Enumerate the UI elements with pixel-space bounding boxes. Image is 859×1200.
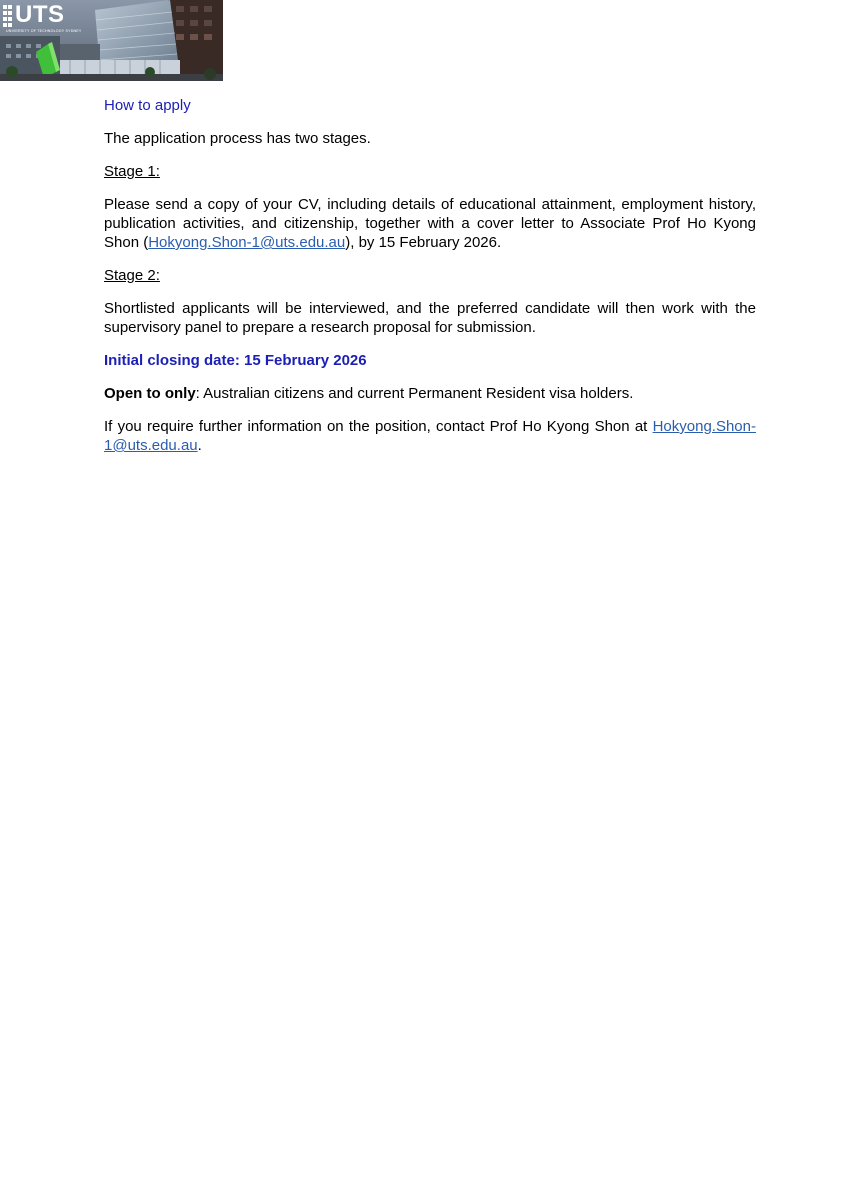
contact-text-after: . — [197, 437, 202, 454]
stage2-heading-text: Stage 2: — [104, 267, 160, 284]
contact-text-before: If you require further information on the position, contact Prof Ho Kyong Shon at — [104, 418, 653, 435]
header-banner-image — [0, 0, 223, 81]
open-to-label: Open to only — [104, 385, 196, 402]
section-heading-how-to-apply: How to apply — [104, 97, 191, 114]
stage2-paragraph: Shortlisted applicants will be interviewed, and the preferred candidate will then work with the supervisory panel to prepare a research proposal for submission. — [104, 300, 756, 336]
contact-email-link[interactable]: Hokyong.Shon-1@uts.edu.au — [104, 418, 756, 454]
logo-subtext: UNIVERSITY OF TECHNOLOGY SYDNEY — [6, 29, 82, 33]
logo-text: UTS — [15, 1, 65, 28]
uts-logo — [3, 1, 82, 34]
open-to-text: : Australian citizens and current Permanent Resident visa holders. — [195, 385, 634, 402]
stage1-email-link[interactable]: Hokyong.Shon-1@uts.edu.au — [148, 234, 346, 251]
intro-paragraph: The application process has two stages. — [104, 130, 371, 147]
stage1-text-before: Please send a copy of your CV, including details of educational attainment, employment history, publication activities, and citizenship, together with a cover letter to Associate Prof Ho Kyong Shon ( — [104, 196, 756, 251]
document-body — [104, 96, 756, 469]
stage2-heading — [104, 266, 756, 285]
open-to-paragraph — [104, 384, 756, 403]
closing-date: Initial closing date: 15 February 2026 — [104, 352, 367, 369]
stage1-paragraph — [104, 195, 756, 252]
stage1-heading-text: Stage 1: — [104, 163, 160, 180]
stage1-heading — [104, 162, 756, 181]
stage1-text-after: ), by 15 February 2026. — [345, 234, 502, 251]
contact-paragraph — [104, 417, 756, 455]
uts-logo-mark-icon — [3, 5, 13, 27]
